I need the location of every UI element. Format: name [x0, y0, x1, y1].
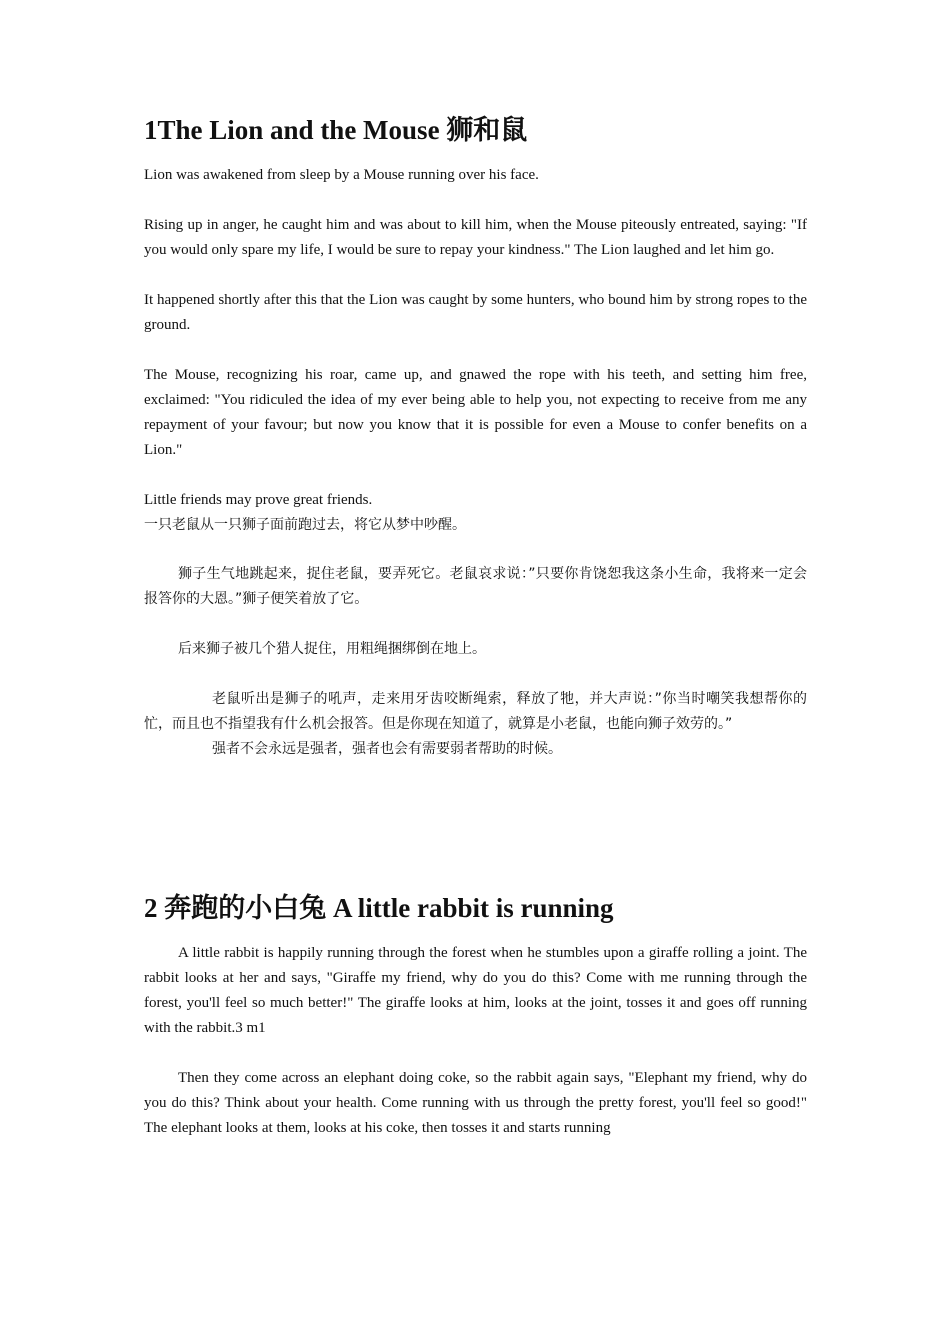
story-1-en-paragraph-2: Rising up in anger, he caught him and was about to kill him, when the Mouse piteously entreated, saying: "If you would only spare my life, I would be sure to repay your kindness." The Lion laughed and let him go.	[144, 217, 807, 258]
story-1-zh-paragraph-1: 一只老鼠从一只狮子面前跑过去，将它从梦中吵醒。	[144, 517, 466, 533]
story-1-zh-paragraph-4: 老鼠听出是狮子的吼声，走来用牙齿咬断绳索，释放了牠，并大声说：”你当时嘲笑我想帮你的忙，而且也不指望我有什么机会报答。但是你现在知道了，就算是小老鼠，也能向狮子效劳的。”	[144, 691, 807, 732]
story-1-zh-paragraph-2: 狮子生气地跳起来，捉住老鼠，要弄死它。老鼠哀求说：”只要你肯饶恕我这条小生命，我将来一定会报答你的大恩。”狮子便笑着放了它。	[144, 566, 807, 607]
story-2-title: 2 奔跑的小白兔 A little rabbit is running	[144, 893, 614, 923]
story-1-title: 1The Lion and the Mouse 狮和鼠	[144, 115, 528, 145]
story-2-en-paragraph-2: Then they come across an elephant doing coke, so the rabbit again says, "Elephant my friend, why do you do this? Think about your health. Come running with us through the pretty forest, you'll feel so good!" The elephant looks at them, looks at his coke, then tosses it and starts running	[144, 1070, 807, 1136]
story-1-moral-en: Little friends may prove great friends.	[144, 492, 373, 508]
story-1-moral-zh: 强者不会永远是强者，强者也会有需要弱者帮助的时候。	[212, 741, 562, 757]
story-1-en-paragraph-1: Lion was awakened from sleep by a Mouse running over his face.	[144, 167, 539, 183]
story-1-en-paragraph-4: The Mouse, recognizing his roar, came up, and gnawed the rope with his teeth, and setting him free, exclaimed: "You ridiculed the idea of my ever being able to help you, not expecting to receive from me any repayment of your favour; but now you know that it is possible for even a Mouse to confer benefits on a Lion."	[144, 367, 807, 458]
story-2-en-paragraph-1: A little rabbit is happily running through the forest when he stumbles upon a giraffe rolling a joint. The rabbit looks at her and says, "Giraffe my friend, why do you do this? Come with me running through the forest, you'll feel so much better!" The giraffe looks at him, looks at the joint, tosses it and goes off running with the rabbit.3 m1	[144, 945, 807, 1036]
document-page	[144, 110, 807, 1141]
story-1-zh-paragraph-3: 后来狮子被几个猎人捉住，用粗绳捆绑倒在地上。	[178, 641, 486, 657]
story-1-en-paragraph-3: It happened shortly after this that the Lion was caught by some hunters, who bound him by strong ropes to the ground.	[144, 292, 807, 333]
